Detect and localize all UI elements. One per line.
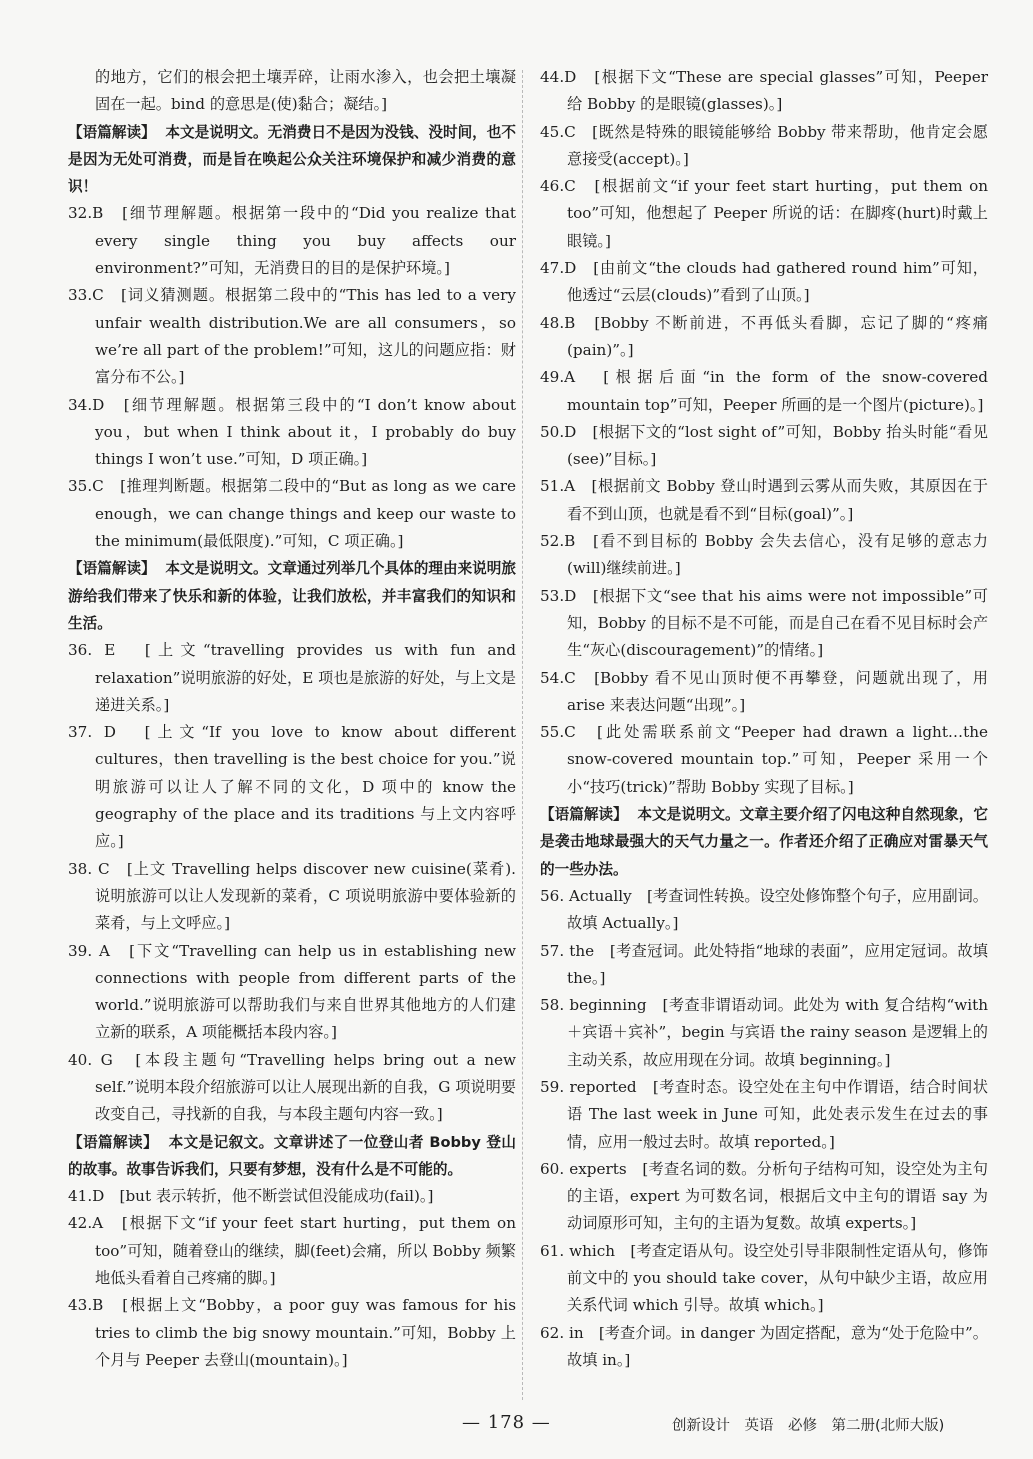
answer-item: 57. the [考查冠词。此处特指“地球的表面”，应用定冠词。故填 the。] bbox=[540, 941, 988, 987]
answer-item: 35.C [推理判断题。根据第二段中的“But as long as we care enough，we can change things and keep our waste to the minimum(最低限度).”可知，C 项正确。] bbox=[68, 477, 516, 551]
answer-item: 47.D [由前文“the clouds had gathered round him”可知，他透过“云层(clouds)”看到了山顶。] bbox=[540, 259, 988, 305]
answer-item: 52.B [看不到目标的 Bobby 会失去信心，没有足够的意志力(will)继续前进。] bbox=[540, 532, 988, 578]
column-divider bbox=[522, 70, 523, 1400]
right-column bbox=[540, 64, 988, 1374]
answer-item: 45.C [既然是特殊的眼镜能够给 Bobby 带来帮助，他肯定会愿意接受(accept)。] bbox=[540, 122, 988, 168]
answer-item: 59. reported [考查时态。设空处在主句中作谓语，结合时间状语 The last week in June 可知，此处表示发生在过去的事情，应用一般过去时。故填 reported。] bbox=[540, 1077, 988, 1151]
answer-item: 62. in [考查介词。in danger 为固定搭配，意为“处于危险中”。故填 in。] bbox=[540, 1323, 988, 1369]
answer-item: 48.B [Bobby 不断前进，不再低头看脚，忘记了脚的“疼痛(pain)”。] bbox=[540, 313, 988, 359]
answer-item: 41.D [but 表示转折，他不断尝试但没能成功(fail)。] bbox=[68, 1187, 434, 1206]
answer-item: 33.C [词义猜测题。根据第二段中的“This has led to a very unfair wealth distribution.We are all consumers，so we’re all part of the problem!”可知，这儿的问题应指：财富分布不公。] bbox=[68, 286, 516, 387]
answer-item: 50.D [根据下文的“lost sight of”可知，Bobby 抬头时能“看见(see)”目标。] bbox=[540, 422, 988, 469]
passage-analysis-text: 本文是记叙文。文章讲述了一位登山者 Bobby 登山的故事。故事告诉我们，只要有梦想，没有什么是不可能的。 bbox=[68, 1133, 516, 1178]
answer-item: 55.C [此处需联系前文“Peeper had drawn a light…the snow-covered mountain top.”可知，Peeper 采用一个小“技巧(trick)”帮助 Bobby 实现了目标。] bbox=[540, 723, 988, 796]
answer-item: 46.C [根据前文“if your feet start hurting，put them on too”可知，他想起了 Peeper 所说的话：在脚疼(hurt)时戴上眼镜。] bbox=[540, 177, 988, 250]
answer-item: 37. D [上文“If you love to know about different cultures，then travelling is the best choice for you.”说明旅游可以让人了解不同的文化，D 项中的 know the geography of the place and its traditions 与上文内容呼应。] bbox=[68, 723, 516, 851]
passage-analysis-text: 本文是说明文。无消费日不是因为没钱、没时间，也不是因为无处可消费，而是旨在唤起公众关注环境保护和减少消费的意识！ bbox=[68, 123, 516, 196]
passage-analysis bbox=[540, 801, 988, 883]
book-title: 创新设计 英语 必修 第二册(北师大版) bbox=[672, 1418, 945, 1434]
answer-item: 32.B [细节理解题。根据第一段中的“Did you realize that every single thing you buy affects our environment?”可知，无消费日的目的是保护环境。] bbox=[68, 204, 516, 278]
answer-item: 38. C [上文 Travelling helps discover new cuisine(菜肴).说明旅游可以让人发现新的菜肴，C 项说明旅游中要体验新的菜肴，与上文呼应。] bbox=[68, 859, 516, 933]
answer-item: 40. G [本段主题句“Travelling helps bring out a new self.”说明本段介绍旅游可以让人展现出新的自我，G 项说明要改变自己，寻找新的自我，与本段主题句内容一致。] bbox=[68, 1050, 516, 1124]
answer-item: 44.D [根据下文“These are special glasses”可知，Peeper 给 Bobby 的是眼镜(glasses)。] bbox=[540, 68, 988, 114]
passage-analysis-tag: 【语篇解读】 bbox=[68, 123, 156, 141]
answer-item: 43.B [根据上文“Bobby，a poor guy was famous for his tries to climb the big snowy mountain.”可知，Bobby 上个月与 Peeper 去登山(mountain)。] bbox=[68, 1296, 516, 1369]
passage-analysis-tag: 【语篇解读】 bbox=[540, 806, 628, 824]
passage-analysis-text: 本文是说明文。文章通过列举几个具体的理由来说明旅游给我们带来了快乐和新的体验，让我们放松，并丰富我们的知识和生活。 bbox=[68, 560, 516, 632]
passage-analysis-tag: 【语篇解读】 bbox=[68, 1133, 159, 1151]
answer-item: 56. Actually [考查词性转换。设空处修饰整个句子，应用副词。故填 Actually。] bbox=[540, 886, 988, 933]
passage-analysis-tag: 【语篇解读】 bbox=[68, 560, 156, 578]
answer-item: 54.C [Bobby 看不见山顶时便不再攀登，问题就出现了，用 arise 来表达问题“出现”。] bbox=[540, 668, 988, 714]
page-footer bbox=[0, 1412, 1033, 1442]
answer-item: 53.D [根据下文“see that his aims were not impossible”可知，Bobby 的目标不是不可能，而是自己在看不见目标时会产生“灰心(discouragement)”的情绪。] bbox=[540, 586, 988, 660]
answer-item: 42.A [根据下文“if your feet start hurting，put them on too”可知，随着登山的继续，脚(feet)会痛，所以 Bobby 频繁地低头看着自己疼痛的脚。] bbox=[68, 1214, 516, 1288]
passage-analysis bbox=[68, 1129, 516, 1184]
answer-item: 51.A [根据前文 Bobby 登山时遇到云雾从而失败，其原因在于看不到山顶，也就是看不到“目标(goal)”。] bbox=[540, 477, 988, 523]
answer-item: 49.A [根据后面“in the form of the snow-covered mountain top”可知，Peeper 所画的是一个图片(picture)。] bbox=[540, 368, 988, 414]
answer-item: 36. E [上文“travelling provides us with fun and relaxation”说明旅游的好处，E 项也是旅游的好处，与上文是递进关系。] bbox=[68, 641, 516, 714]
answer-item: 60. experts [考查名词的数。分析句子结构可知，设空处为主句的主语，expert 为可数名词，根据后文中主句的谓语 say 为动词原形可知，主句的主语为复数。故填 experts。] bbox=[540, 1159, 988, 1233]
passage-analysis bbox=[68, 119, 516, 201]
left-column bbox=[68, 64, 516, 1374]
answer-item: 39. A [下文“Travelling can help us in establishing new connections with people from different parts of the world.”说明旅游可以帮助我们与来自世界其他地方的人们建立新的联系，A 项能概括本段内容。] bbox=[68, 941, 516, 1042]
page-number: — 178 — bbox=[462, 1412, 551, 1433]
passage-analysis bbox=[68, 555, 516, 637]
answer-item: 61. which [考查定语从句。设空处引导非限制性定语从句，修饰前文中的 you should take cover，从句中缺少主语，故应用关系代词 which 引导。故填 which。] bbox=[540, 1241, 988, 1315]
passage-analysis-text: 本文是说明文。文章主要介绍了闪电这种自然现象，它是袭击地球最强大的天气力量之一。作者还介绍了正确应对雷暴天气的一些办法。 bbox=[540, 806, 988, 878]
answer-item: 34.D [细节理解题。根据第三段中的“I don’t know about you，but when I think about it，I probably do buy things I won’t use.”可知，D 项正确。] bbox=[68, 395, 516, 469]
answer-item: 58. beginning [考查非谓语动词。此处为 with 复合结构“with＋宾语＋宾补”，begin 与宾语 the rainy season 是逻辑上的主动关系，故应用现在分词。故填 beginning。] bbox=[540, 996, 988, 1069]
continued-text: 的地方，它们的根会把土壤弄碎，让雨水渗入，也会把土壤凝固在一起。bind 的意思是(使)黏合；凝结。] bbox=[95, 68, 516, 114]
